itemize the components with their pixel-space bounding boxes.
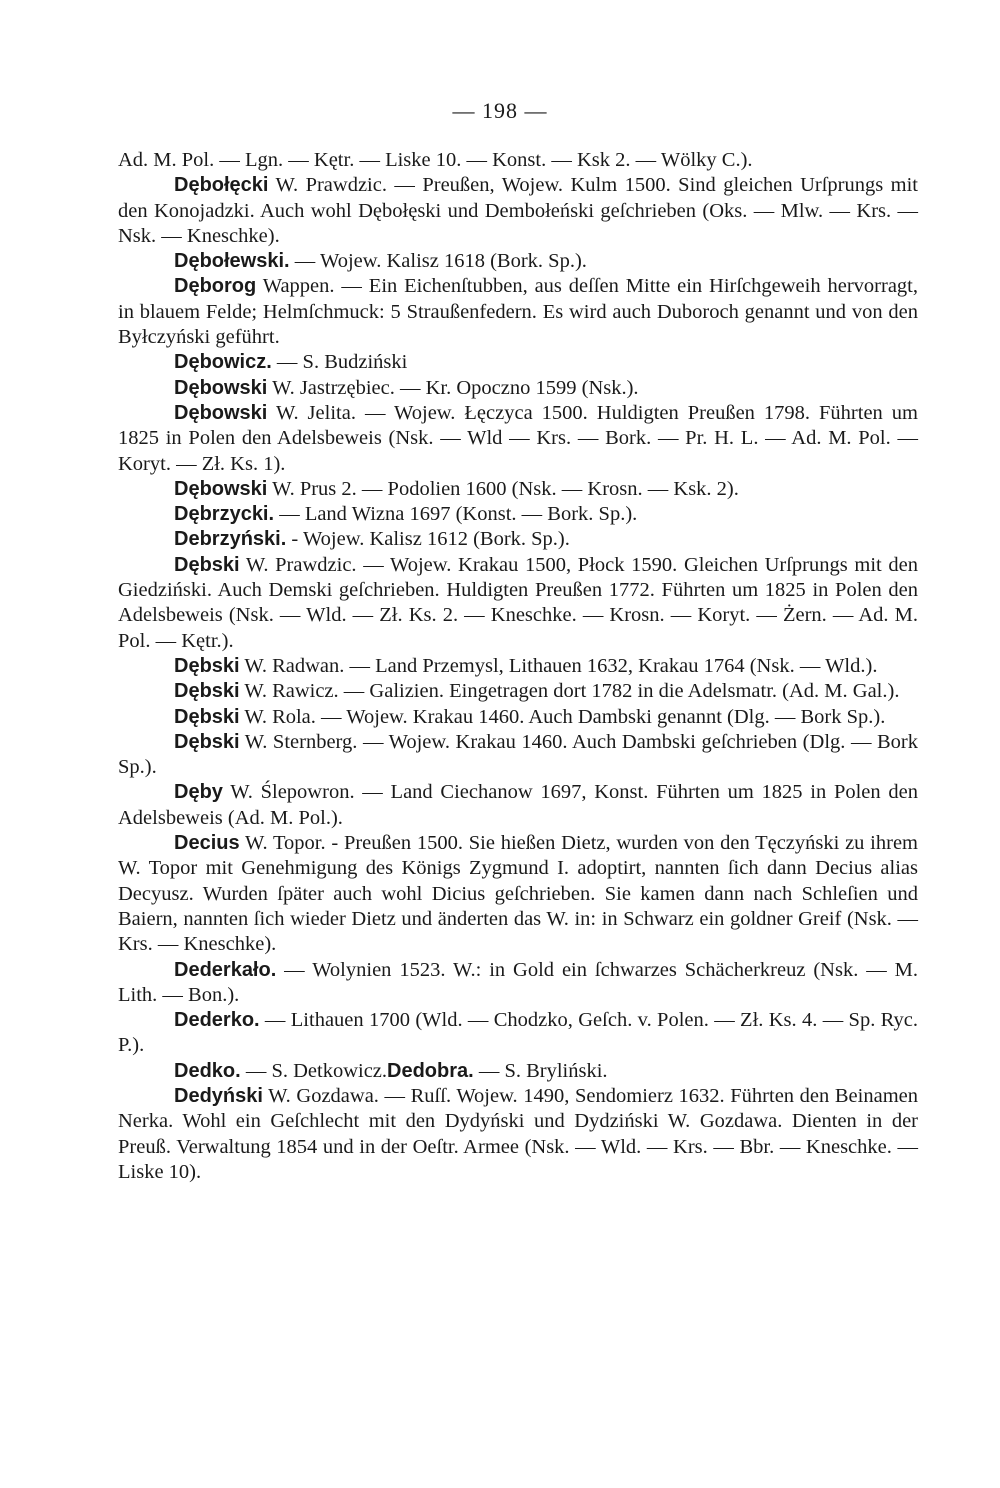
entry-paragraph	[118, 249, 918, 274]
entry-text: — S. Bryliński.	[473, 1059, 608, 1082]
entry-name: Dębowicz.	[174, 351, 272, 374]
entry-name: Dębski	[174, 730, 240, 753]
entry-text: — Lithauen 1700 (Wld. — Chodzko, Geſch. v. Polen. — Zł. Ks. 4. — Sp. Ryc. P.).	[118, 1009, 918, 1057]
entry-text: — S. Detkowicz.	[240, 1059, 388, 1082]
entry-name: Dębołęcki	[174, 174, 269, 197]
entry-text: Wappen. — Ein Eichenſtubben, aus deſſen Mitte ein Hirſchgeweih hervorragt, in blauem Felde; Helmſchmuck: 5 Straußenfedern. Es wird auch Duboroch genannt und von den Byłczyński geführt.	[118, 275, 918, 349]
entry-name: Dębski	[174, 654, 240, 677]
entry-name: Dederko.	[174, 1009, 260, 1032]
entry-text: — Wojew. Kalisz 1618 (Bork. Sp.).	[289, 250, 587, 273]
page-number: — 198 —	[452, 98, 548, 123]
entry-paragraph	[118, 958, 918, 1009]
entry-paragraph	[118, 274, 918, 350]
entry-paragraph	[118, 350, 918, 375]
entry-name: Dedko.	[174, 1059, 241, 1082]
entry-text: W. Prawdzic. — Wojew. Krakau 1500, Płock 1590. Gleichen Urſprungs mit den Giedziński. Auch Demski geſchrieben. Huldigten Preußen 1772. Führten um 1825 in Polen den Adelsbeweis (Nsk. — Wld. — Zł. Ks. 2. — Kneschke. — Krosn. — Koryt. — Żern. — Ad. M. Pol. — Kętr.).	[118, 553, 918, 652]
entry-name: Dęby	[174, 781, 223, 804]
entry-name: Dębski	[174, 553, 240, 576]
entry-name: Dębowski	[174, 376, 268, 399]
entry-paragraph	[118, 654, 918, 679]
entry-paragraph	[118, 376, 918, 401]
entry-paragraph	[118, 679, 918, 704]
entry-paragraph	[118, 502, 918, 527]
entry-paragraph	[118, 401, 918, 477]
entry-name: Dębołewski.	[174, 250, 290, 273]
entry-text: Ad. M. Pol. — Lgn. — Kętr. — Liske 10. — Konst. — Ksk 2. — Wölky C.).	[118, 149, 753, 171]
entry-name: Debrzyński.	[174, 528, 287, 551]
entry-text: — Wolynien 1523. W.: in Gold ein ſchwarzes Schächerkreuz (Nsk. — M. Lith. — Bon.).	[118, 958, 918, 1006]
entry-name: Dębowski	[174, 401, 268, 424]
entry-text: W. Topor. - Preußen 1500. Sie hießen Dietz, wurden von den Tęczyński zu ihrem W. Topor mit Genehmigung des Königs Zygmund I. adoptirt, nannten ſich dann Decius alias Decyusz. Wurden ſpäter auch wohl Dicius geſchrieben. Sie kamen dann nach Schleſien und Baiern, nannten ſich wieder Dietz und änderten das W. in: in Schwarz ein goldner Greif (Nsk. — Krs. — Kneschke).	[118, 832, 918, 956]
entry-paragraph	[118, 553, 918, 654]
entry-paragraph	[118, 730, 918, 781]
entry-text: W. Gozdawa. — Ruſſ. Wojew. 1490, Sendomierz 1632. Führten den Beinamen Nerka. Wohl ein Geſchlecht mit den Dydyński und Dydziński W. Gozdawa. Dienten in der Preuß. Verwaltung 1854 und in der Oeſtr. Armee (Nsk. — Wld. — Krs. — Bbr. — Kneschke. — Liske 10).	[118, 1084, 918, 1183]
entry-paragraph	[118, 1059, 918, 1084]
entry-text: - Wojew. Kalisz 1612 (Bork. Sp.).	[286, 528, 570, 551]
entry-paragraph	[118, 831, 918, 957]
entry-paragraph	[118, 780, 918, 831]
entry-name: Dębski	[174, 680, 240, 703]
entry-text: W. Prus 2. — Podolien 1600 (Nsk. — Krosn. — Ksk. 2).	[267, 477, 739, 500]
entry-text: — S. Budziński	[271, 351, 408, 374]
entry-text: W. Rola. — Wojew. Krakau 1460. Auch Dambski genannt (Dlg. — Bork Sp.).	[239, 705, 886, 728]
entry-text: W. Jelita. — Wojew. Łęczyca 1500. Huldigten Preußen 1798. Führten um 1825 in Polen den Adelsbeweis (Nsk. — Wld — Krs. — Bork. — Pr. H. L. — Ad. M. Pol. — Koryt. — Zł. Ks. 1).	[118, 401, 918, 475]
entry-name: Dębrzycki.	[174, 503, 275, 526]
entry-paragraph	[118, 148, 918, 173]
entry-name: Dedobra.	[387, 1059, 474, 1082]
entry-text: W. Jastrzębiec. — Kr. Opoczno 1599 (Nsk.).	[267, 376, 639, 399]
entry-name: Dębowski	[174, 477, 268, 500]
entry-name: Decius	[174, 832, 240, 855]
entry-paragraph	[118, 1084, 918, 1185]
entry-name: Dębski	[174, 705, 240, 728]
entry-paragraph	[118, 1008, 918, 1059]
entry-text: W. Radwan. — Land Przemysl, Lithauen 1632, Krakau 1764 (Nsk. — Wld.).	[239, 654, 878, 677]
entry-name: Dęborog	[174, 275, 257, 298]
entry-name: Dedyński	[174, 1084, 263, 1107]
entry-text: W. Rawicz. — Galizien. Eingetragen dort 1782 in die Adelsmatr. (Ad. M. Gal.).	[239, 680, 900, 703]
entries-text	[118, 148, 918, 1185]
entry-paragraph	[118, 705, 918, 730]
entry-text: W. Sternberg. — Wojew. Krakau 1460. Auch Dambski geſchrieben (Dlg. — Bork Sp.).	[118, 730, 918, 779]
entry-paragraph	[118, 477, 918, 502]
entry-text: — Land Wizna 1697 (Konst. — Bork. Sp.).	[274, 503, 638, 526]
entry-name: Dederkało.	[174, 958, 277, 981]
entry-paragraph	[118, 527, 918, 552]
entry-paragraph	[118, 173, 918, 249]
entry-text: W. Ślepowron. — Land Ciechanow 1697, Konst. Führten um 1825 in Polen den Adelsbeweis (Ad. M. Pol.).	[118, 781, 918, 829]
entry-text: W. Prawdzic. — Preußen, Wojew. Kulm 1500. Sind gleichen Urſprungs mit den Konojadzki. Auch wohl Dębołęski und Dembołeński geſchrieben (Oks. — Mlw. — Krs. — Nsk. — Kneschke).	[118, 174, 918, 247]
